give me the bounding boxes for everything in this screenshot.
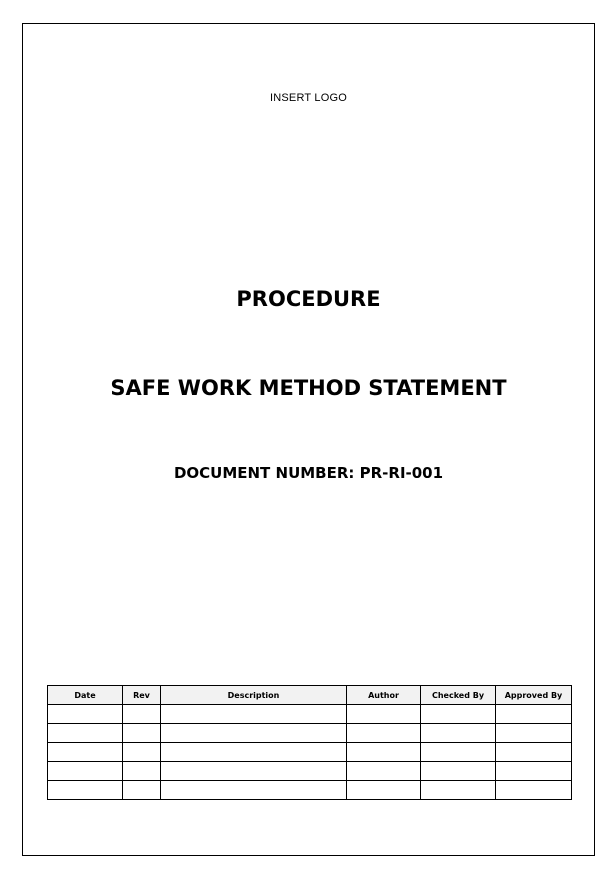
document-type-heading: PROCEDURE bbox=[236, 287, 381, 311]
rev-cell[interactable] bbox=[123, 724, 161, 743]
author-cell[interactable] bbox=[347, 724, 421, 743]
column-header-approved-by: Approved By bbox=[496, 686, 572, 705]
description-cell[interactable] bbox=[161, 724, 347, 743]
approved-by-cell[interactable] bbox=[496, 762, 572, 781]
date-cell[interactable] bbox=[48, 743, 123, 762]
table-row bbox=[48, 743, 572, 762]
date-cell[interactable] bbox=[48, 762, 123, 781]
document-number: DOCUMENT NUMBER: PR-RI-001 bbox=[173, 464, 444, 482]
revision-table-header-row bbox=[48, 686, 572, 705]
column-header-rev: Rev bbox=[123, 686, 161, 705]
revision-table bbox=[47, 685, 572, 800]
table-row bbox=[48, 724, 572, 743]
approved-by-cell[interactable] bbox=[496, 724, 572, 743]
checked-by-cell[interactable] bbox=[421, 724, 496, 743]
column-header-description: Description bbox=[161, 686, 347, 705]
author-cell[interactable] bbox=[347, 705, 421, 724]
rev-cell[interactable] bbox=[123, 781, 161, 800]
table-row bbox=[48, 705, 572, 724]
approved-by-cell[interactable] bbox=[496, 781, 572, 800]
checked-by-cell[interactable] bbox=[421, 781, 496, 800]
date-cell[interactable] bbox=[48, 705, 123, 724]
description-cell[interactable] bbox=[161, 762, 347, 781]
rev-cell[interactable] bbox=[123, 762, 161, 781]
description-cell[interactable] bbox=[161, 743, 347, 762]
column-header-date: Date bbox=[48, 686, 123, 705]
column-header-checked-by: Checked By bbox=[421, 686, 496, 705]
column-header-author: Author bbox=[347, 686, 421, 705]
author-cell[interactable] bbox=[347, 781, 421, 800]
document-title: SAFE WORK METHOD STATEMENT bbox=[110, 376, 507, 400]
description-cell[interactable] bbox=[161, 705, 347, 724]
rev-cell[interactable] bbox=[123, 743, 161, 762]
author-cell[interactable] bbox=[347, 762, 421, 781]
checked-by-cell[interactable] bbox=[421, 743, 496, 762]
logo-placeholder: INSERT LOGO bbox=[270, 92, 347, 104]
date-cell[interactable] bbox=[48, 724, 123, 743]
date-cell[interactable] bbox=[48, 781, 123, 800]
checked-by-cell[interactable] bbox=[421, 705, 496, 724]
author-cell[interactable] bbox=[347, 743, 421, 762]
approved-by-cell[interactable] bbox=[496, 743, 572, 762]
approved-by-cell[interactable] bbox=[496, 705, 572, 724]
description-cell[interactable] bbox=[161, 781, 347, 800]
table-row bbox=[48, 762, 572, 781]
checked-by-cell[interactable] bbox=[421, 762, 496, 781]
rev-cell[interactable] bbox=[123, 705, 161, 724]
table-row bbox=[48, 781, 572, 800]
